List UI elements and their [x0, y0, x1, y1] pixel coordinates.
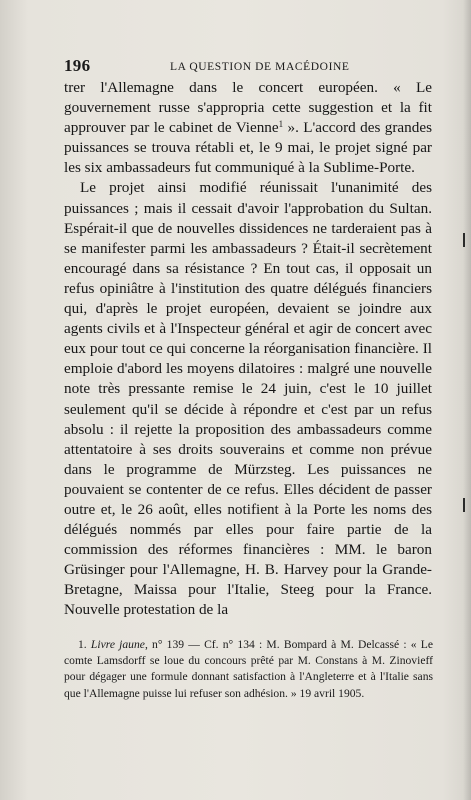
margin-mark: [463, 233, 465, 247]
paragraph-2: Le projet ainsi modifié réunissait l'unanimité des puissances ; mais il cessait d'avoir l'approbation du Sultan. Espérait-il que de nouvelles dissidences ne tarderaient pas à se manifester parmi les ambassadeurs ? Était-il secrètement encouragé dans sa résistance ? En tout cas, il opposait un refus opiniâtre à l'institution des quatre délégués financiers qui, d'après le projet européen, devaient se joindre aux agents civils et à l'Inspecteur général et agir de concert avec eux pour tout ce qui concerne la réorganisation financière. Il emploie d'abord les moyens dilatoires : malgré une nouvelle note très pressante remise le 24 juin, c'est le 10 juillet seulement qu'il se décide à répondre et c'est par un refus absolu : il rejette la proposition des ambassadeurs comme attentatoire à ses droits souverains et comme non prévue dans le programme de Mürzsteg. Les puissances ne pouvaient se contenter de ce refus. Elles décident de passer outre et, le 26 août, elles notifient à la Porte les noms des délégués nommés par elles pour faire partie de la commission des réformes financières : MM. le baron Grüsinger pour l'Allemagne, H. B. Harvey pour la Grande-Bretagne, Maissa pour l'Italie, Steeg pour la France. Nouvelle protestation de la: [64, 179, 432, 619]
running-title: LA QUESTION DE MACÉDOINE: [170, 61, 350, 73]
margin-mark: [463, 498, 465, 512]
footnote-text: , n° 139 — Cf. n° 134 : M. Bompard à M. Delcassé : « Le comte Lamsdorff se loue du concours prêté par M. Constans à M. Zinovieff pour dégager une formule donnant satisfaction à l'Angleterre et à l'Italie sans que l'Allemagne puisse lui refuser son adhésion. » 19 avril 1905.: [64, 638, 433, 700]
footnote-number: 1.: [78, 638, 87, 651]
footnote-journal-title: Livre jaune: [90, 638, 145, 651]
page-number: 196: [64, 56, 91, 75]
footnote-entry: [64, 637, 433, 702]
paragraph-1-continuation: ». L'accord des grandes puissances se trouva rétabli et, le 9 mai, le projet signé par les six ambassadeurs fut communiqué à la Sublime-Porte.: [64, 119, 432, 177]
paragraph-1: [64, 78, 432, 178]
paragraph-1-text: trer l'Allemagne dans le concert européen. « Le gouvernement russe s'appropria cette suggestion et la fit approuver par le cabinet de Vienne: [64, 79, 432, 137]
footnote-reference: 1: [278, 119, 284, 130]
page-header: [64, 56, 433, 76]
page-edge-shadow: [463, 0, 471, 800]
footnote: [64, 637, 433, 702]
body-text: [64, 78, 432, 621]
